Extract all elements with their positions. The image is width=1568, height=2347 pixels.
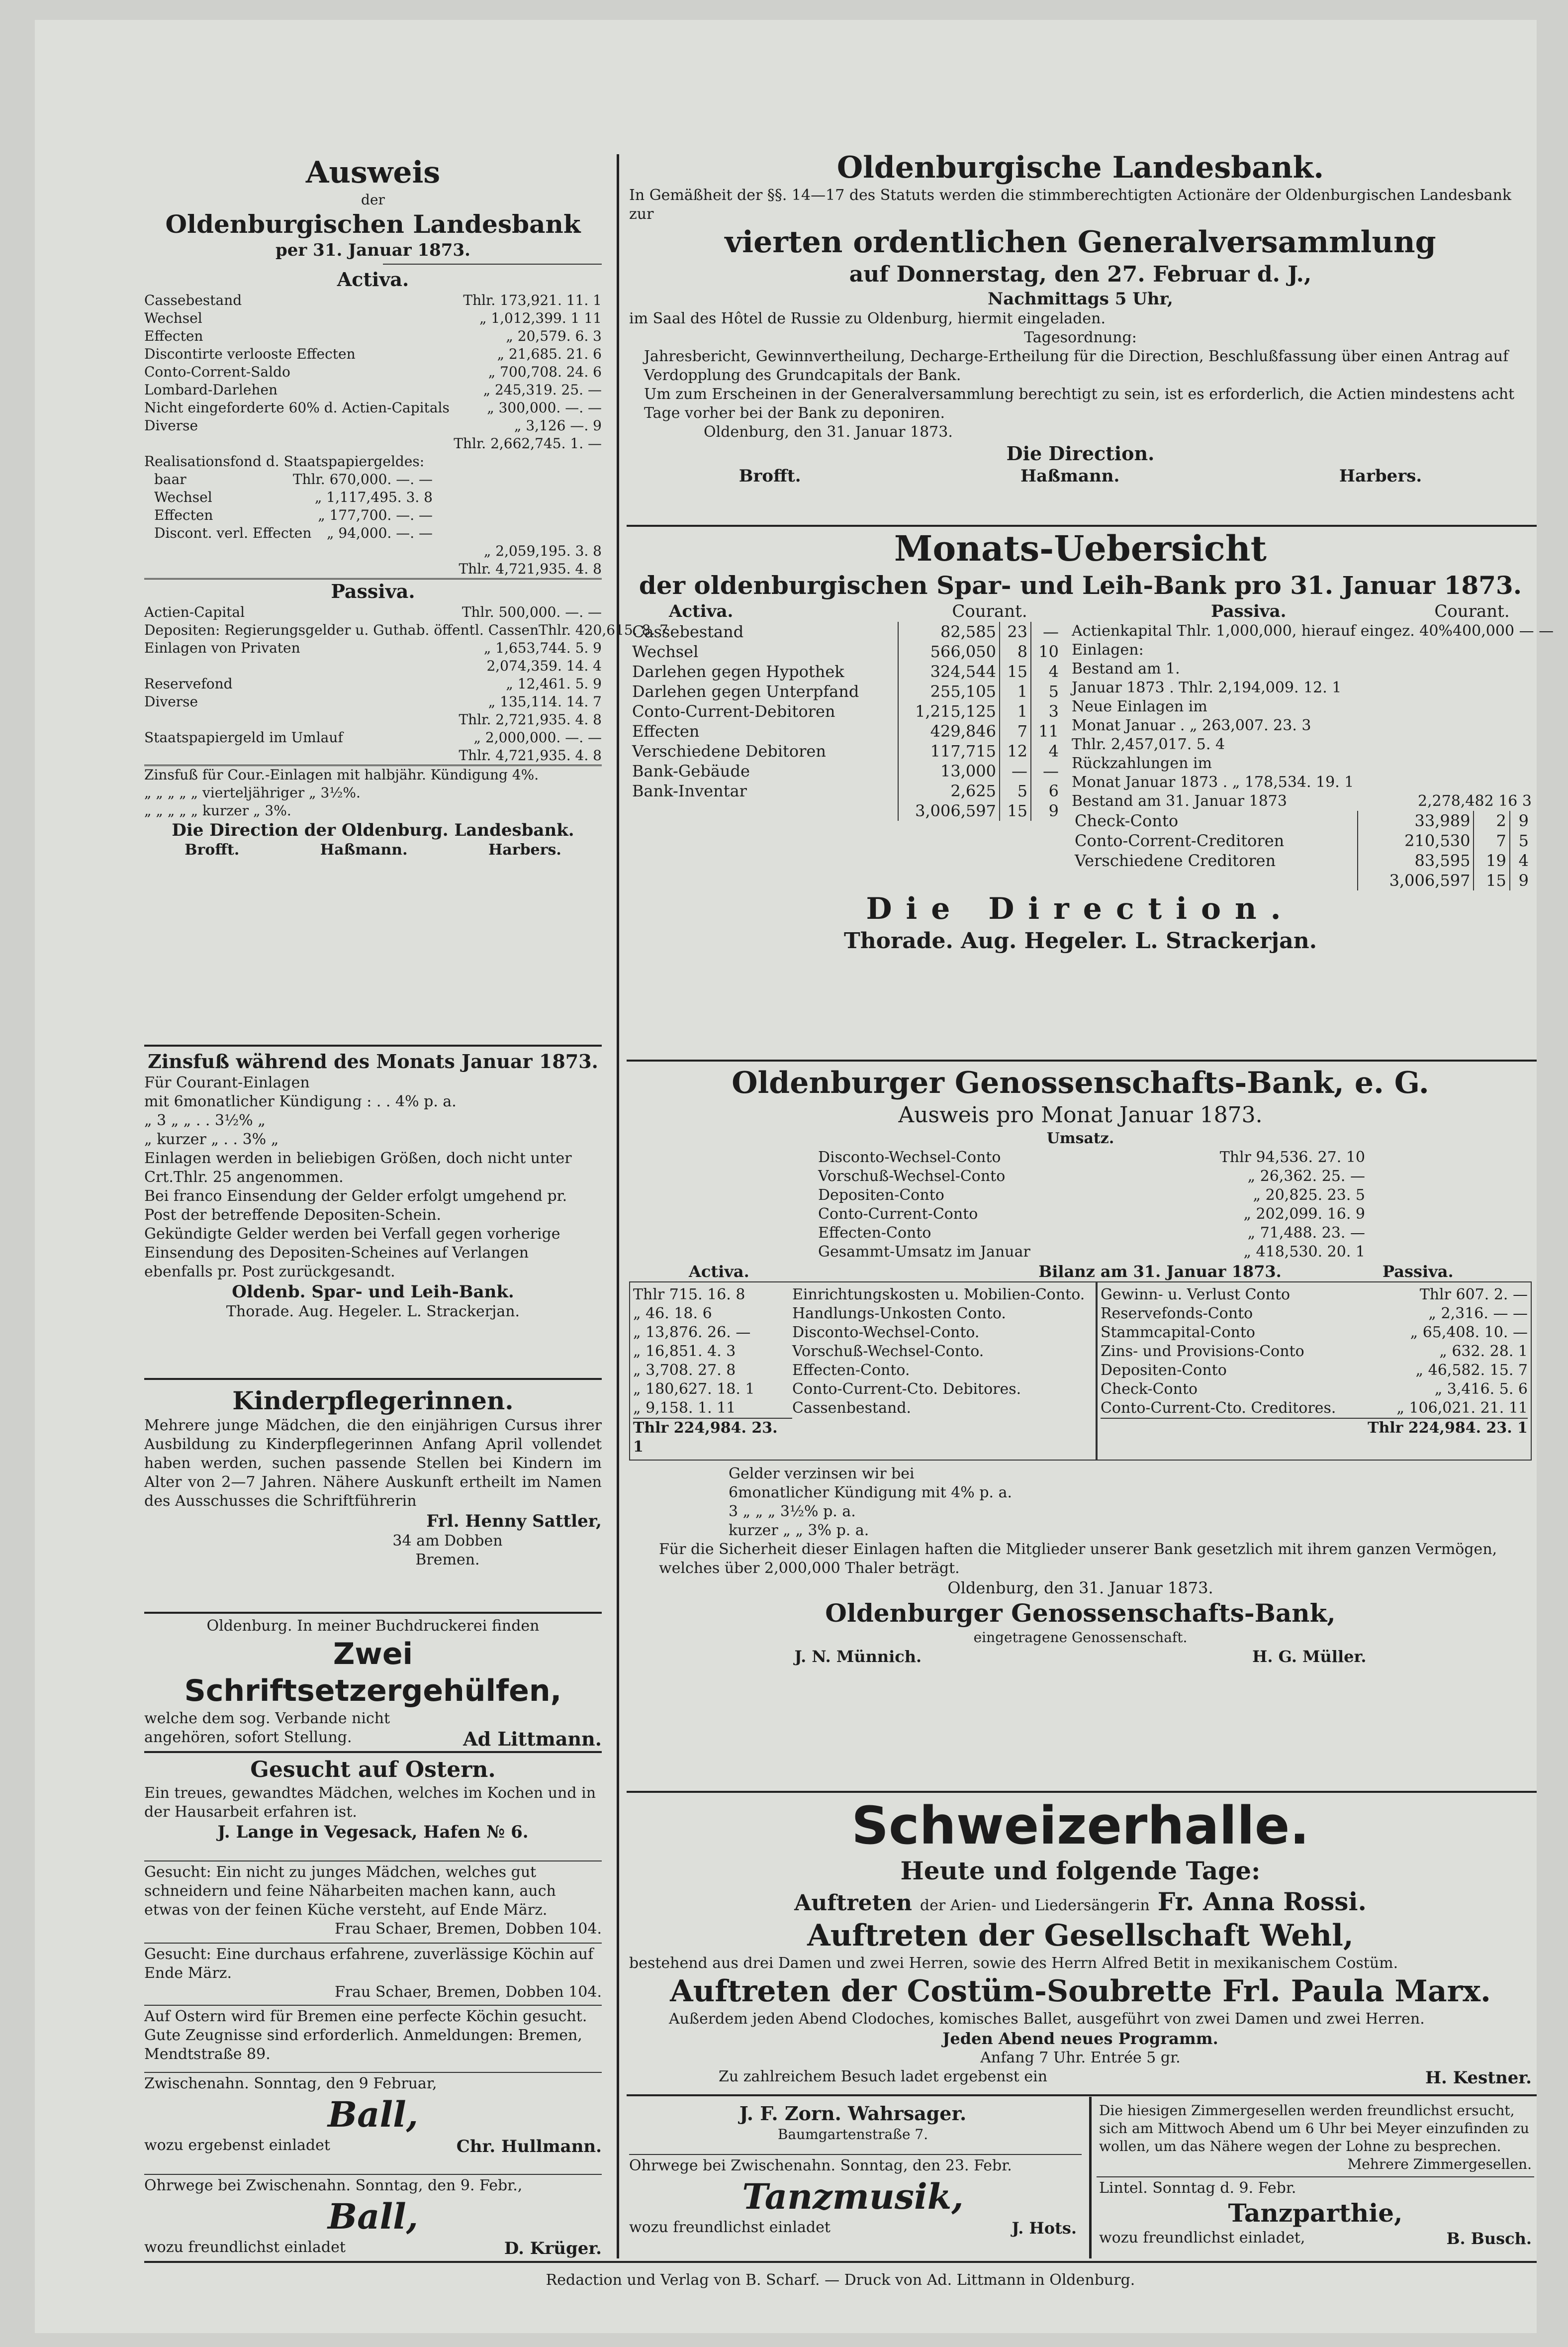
gen-umsatz-row: Conto-Current-Conto „ 202,099. 16. 9 xyxy=(818,1205,1365,1223)
monat-passiva-line: Thlr. 2,457,017. 5. 4 xyxy=(1072,736,1225,753)
monat-activa xyxy=(629,601,1062,890)
staat-label: Staatspapiergeld im Umlauf xyxy=(144,729,343,746)
monat-courant-a: Courant. xyxy=(952,601,1027,621)
ldb-head3: Nachmittags 5 Uhr, xyxy=(988,289,1173,309)
gen-activa-rows xyxy=(633,1285,1093,1418)
gen-verz-line: Gelder verzinsen wir bei xyxy=(729,1465,915,1482)
zimmer-sign: Mehrere Zimmergesellen. xyxy=(1347,2156,1532,2172)
schweizer-auftreten: Auftreten xyxy=(794,1890,912,1916)
zorn-addr: Baumgartenstraße 7. xyxy=(777,2126,928,2143)
monat-activa-row: Verschiedene Debitoren 117,715 12 4 xyxy=(629,741,1062,761)
schweizer-l3: Auftreten der Gesellschaft Wehl, xyxy=(807,1918,1354,1953)
ball1-foot xyxy=(144,2136,602,2157)
gen-bilanz-title: Bilanz am 31. Januar 1873. xyxy=(1038,1262,1282,1281)
gen-passiva-total: Thlr 224,984. 23. 1 xyxy=(1101,1418,1528,1438)
activa-total1: Thlr. 2,662,745. 1. — xyxy=(454,435,602,452)
monat-courant-p: Courant. xyxy=(1434,601,1510,621)
gen-passiva-box xyxy=(1097,1281,1532,1461)
gen-umsatz: Umsatz. xyxy=(1046,1130,1114,1147)
gen-passiva-row: Check-Conto „ 3,416. 5. 6 xyxy=(1100,1380,1528,1398)
gen-bilanz-head xyxy=(629,1262,1532,1281)
passiva-total2: Thlr. 4,721,935. 4. 8 xyxy=(144,747,602,766)
kinder-addr: 34 am Dobben xyxy=(392,1532,503,1550)
monat-passiva-lines xyxy=(1072,622,1554,811)
zinsfuss-line: Einlagen werden in beliebigen Größen, doch nicht unter Crt.Thlr. 25 angenommen. xyxy=(144,1150,572,1186)
sign-harbers: Harbers. xyxy=(488,841,561,859)
gen-bilanz xyxy=(629,1281,1532,1461)
passiva-row: Einlagen von Privaten „ 1,653,744. 5. 9 xyxy=(144,640,602,656)
gen-verz-line: 3 „ „ „ 3½% p. a. xyxy=(729,1503,856,1520)
activa-row: Discontirte verlooste Effecten „ 21,685. 21. 6 xyxy=(144,346,602,362)
gen-activa-row: „ 3,708. 27. 8 Effecten-Conto. xyxy=(633,1362,910,1379)
schrift-text: welche dem sog. Verbande nicht angehören, sofort Stellung. xyxy=(144,1710,390,1746)
gen-verz-line: 6monatlicher Kündigung mit 4% p. a. xyxy=(729,1484,1013,1501)
kinder-title: Kinderpflegerinnen. xyxy=(232,1386,514,1415)
monat-passiva-line: Monat Januar 1873 . „ 178,534. 19. 1 xyxy=(1072,774,1354,791)
monat-passiva-line: Rückzahlungen im xyxy=(1072,755,1212,772)
passiva-rows xyxy=(144,603,668,657)
ostern-text: Ein treues, gewandtes Mädchen, welches im Kochen und in der Hausarbeit erfahren ist. xyxy=(144,1784,596,1821)
monat-direction: Die Direction. xyxy=(866,891,1295,926)
activa-row: Cassebestand Thlr. 173,921. 11. 1 xyxy=(144,292,602,308)
gesucht2-name: Frau Schaer, Bremen, Dobben 104. xyxy=(335,1983,602,2001)
gen-bank: Oldenburger Genossenschafts-Bank, xyxy=(825,1598,1336,1628)
lintel-section xyxy=(1099,2179,1532,2249)
lintel-title: Tanzparthie, xyxy=(1228,2198,1403,2228)
gen-activa-row: „ 9,158. 1. 11 Cassenbestand. xyxy=(633,1399,912,1417)
kinder-name: Frl. Henny Sattler, xyxy=(426,1511,602,1531)
monat-title: Monats-Uebersicht xyxy=(894,528,1267,569)
kinder-section xyxy=(144,1385,602,1569)
zinsfuss-line: Für Courant-Einlagen xyxy=(144,1074,310,1091)
schrift-section xyxy=(144,1617,602,1751)
monat-passiva-row: Verschiedene Creditoren 83,595 19 4 xyxy=(1072,851,1532,871)
schweizer-foot xyxy=(629,2067,1532,2088)
ausweis-section xyxy=(144,154,668,860)
gen-passiva-row: Conto-Current-Cto. Creditores. „ 106,021. 21. 11 xyxy=(1100,1399,1528,1417)
gen-umsatz-row: Gesammt-Umsatz im Januar „ 418,530. 20. 1 xyxy=(818,1243,1365,1261)
activa-row: Effecten „ 20,579. 6. 3 xyxy=(144,328,602,344)
koechin-text: Auf Ostern wird für Bremen eine perfecte Köchin gesucht. Gute Zeugnisse sind erforderlich. Anmeldungen: Bremen, Mendtstraße 89. xyxy=(144,2008,587,2063)
passiva-row: Actien-Capital Thlr. 500,000. —. — xyxy=(144,604,602,620)
schrift-intro: Oldenburg. In meiner Buchdruckerei finden xyxy=(206,1617,540,1635)
kinder-city: Bremen. xyxy=(415,1551,480,1568)
schweizer-section xyxy=(629,1796,1532,2088)
monat-activa-row: Wechsel 566,050 8 10 xyxy=(629,642,1062,662)
schweizer-l4: bestehend aus drei Damen und zwei Herren, sowie des Herrn Alfred Betit in mexikanischem Costüm. xyxy=(629,1955,1398,1972)
passiva-row: Diverse „ 135,114. 14. 7 xyxy=(144,693,602,710)
zinsfuss-bank: Oldenb. Spar- und Leih-Bank. xyxy=(232,1282,514,1302)
monat-activa-row: Darlehen gegen Hypothek 324,544 15 4 xyxy=(629,662,1062,682)
gen-passiva-row: Gewinn- u. Verlust Conto Thlr 607. 2. — xyxy=(1100,1286,1528,1303)
ldb-intro: In Gemäßheit der §§. 14—17 des Statuts werden die stimmberechtigten Actionäre der Oldenburgischen Landesbank zur xyxy=(629,187,1512,223)
gen-passiva-row: Stammcapital-Conto „ 65,408. 10. — xyxy=(1100,1324,1528,1341)
ball1-title: Ball, xyxy=(327,2094,419,2135)
monat-passiva-label: Passiva. xyxy=(1211,601,1287,621)
monat-passiva-head xyxy=(1072,601,1532,622)
gen-title: Oldenburger Genossenschafts-Bank, e. G. xyxy=(732,1066,1429,1100)
monat-passiva xyxy=(1072,601,1554,890)
gen-date: Oldenburg, den 31. Januar 1873. xyxy=(947,1578,1213,1597)
ausweis-direction: Die Direction der Oldenburg. Landesbank. xyxy=(172,820,574,840)
tanz-name: J. Hots. xyxy=(1012,2219,1077,2238)
activa-row: Nicht eingeforderte 60% d. Actien-Capitals „ 300,000. —. — xyxy=(144,399,602,416)
koechin-section xyxy=(144,2007,602,2064)
ausweis-title: Ausweis xyxy=(305,155,441,190)
monat-sign: Thorade. Aug. Hegeler. L. Strackerjan. xyxy=(843,928,1317,954)
zinsfuss-lines xyxy=(144,1074,602,1281)
footer-imprint: Redaction und Verlag von B. Scharf. — Druck von Ad. Littmann in Oldenburg. xyxy=(546,2271,1135,2289)
monat-activa-row: Effecten 429,846 7 11 xyxy=(629,721,1062,741)
monat-passiva-line: Monat Januar . „ 263,007. 23. 3 xyxy=(1072,717,1311,734)
schweizer-l2 xyxy=(629,1886,1532,1917)
schweizer-invite: Zu zahlreichem Besuch ladet ergebenst ein xyxy=(719,2068,1048,2085)
ball1-section xyxy=(144,2074,602,2157)
monat-sub: der oldenburgischen Spar- und Leih-Bank pro 31. Januar 1873. xyxy=(639,571,1522,600)
gesucht2-text: Gesucht: Eine durchaus erfahrene, zuverlässige Köchin auf Ende März. xyxy=(144,1946,594,1982)
activa-row: Diverse „ 3,126 —. 9 xyxy=(144,417,602,434)
activa-rows xyxy=(144,292,602,435)
schweizer-saengerin: der Arien- und Liedersängerin xyxy=(920,1897,1150,1914)
activa-row: Conto-Corrent-Saldo „ 700,708. 24. 6 xyxy=(144,364,602,380)
gen-passiva-row: Depositen-Conto „ 46,582. 15. 7 xyxy=(1100,1362,1528,1379)
gen-activa-row: „ 180,627. 18. 1 Conto-Current-Cto. Debitores. xyxy=(633,1380,1021,1398)
ostern-name: J. Lange in Vegesack, Hafen № 6. xyxy=(217,1822,529,1842)
gesucht1-text: Gesucht: Ein nicht zu junges Mädchen, welches gut schneidern und feine Näharbeiten machen kann, auch etwas von der feinen Küche versteht, auf Ende März. xyxy=(144,1863,556,1919)
lintel-invite: wozu freundlichst einladet, xyxy=(1099,2229,1305,2247)
schrift-name: Ad Littmann. xyxy=(463,1728,602,1750)
monat-passiva-line: Actienkapital Thlr. 1,000,000, hierauf eingez. 40% 400,000 — — xyxy=(1072,622,1554,640)
activa-row: Wechsel „ 1,012,399. 1 11 xyxy=(144,310,602,326)
zimmer-section xyxy=(1099,2102,1532,2173)
monat-passiva-row: Conto-Corrent-Creditoren 210,530 7 5 xyxy=(1072,831,1532,851)
sign-hassmann: Haßmann. xyxy=(320,841,408,859)
monat-passiva-table xyxy=(1072,811,1532,890)
gen-umsatz-row: Vorschuß-Wechsel-Conto „ 26,362. 25. — xyxy=(818,1168,1365,1185)
real-row: Effecten „ 177,700. —. — xyxy=(154,507,433,523)
monat-section xyxy=(629,527,1554,955)
newspaper-page xyxy=(35,20,1554,2333)
zorn-name: J. F. Zorn. Wahrsager. xyxy=(739,2102,967,2125)
monat-activa-row: Cassebestand 82,585 23 — xyxy=(629,622,1062,642)
zins-lines xyxy=(144,766,602,820)
ostern-title: Gesucht auf Ostern. xyxy=(250,1757,496,1782)
monat-passiva-line: Bestand am 31. Januar 1873 2,278,482 16 3 xyxy=(1072,792,1532,810)
monat-activa-total: 3,006,597 15 9 xyxy=(629,801,1062,821)
monat-passiva-total: 3,006,597 15 9 xyxy=(1072,871,1532,890)
monat-passiva-line: Neue Einlagen im xyxy=(1072,698,1207,715)
zinsfuss-line: „ kurzer „ . . 3% „ xyxy=(144,1131,279,1148)
real-head: Realisationsfond d. Staatspapiergeldes: xyxy=(144,453,425,470)
ball2-head: Ohrwege bei Zwischenahn. Sonntag, den 9. Febr., xyxy=(144,2177,523,2194)
ball2-invite: wozu freundlichst einladet xyxy=(144,2239,346,2256)
ldb-sign xyxy=(629,466,1532,487)
ldb-tag: Tagesordnung: xyxy=(1024,329,1137,346)
zinsfuss-section xyxy=(144,1050,602,1321)
ldb-title: Oldenburgische Landesbank. xyxy=(836,150,1324,185)
schweizer-name: H. Kestner. xyxy=(1425,2068,1532,2088)
gen-passiva-row: Zins- und Provisions-Conto „ 632. 28. 1 xyxy=(1100,1343,1528,1360)
real-row: Wechsel „ 1,117,495. 3. 8 xyxy=(154,489,433,505)
ausweis-der: der xyxy=(361,192,385,208)
gen-activa-total: Thlr 224,984. 23. 1 xyxy=(633,1418,792,1457)
schweizer-rossi: Fr. Anna Rossi. xyxy=(1157,1887,1367,1916)
sign-brofft: Brofft. xyxy=(184,841,240,859)
ldb-head2: auf Donnerstag, den 27. Februar d. J., xyxy=(849,262,1312,287)
lintel-name: B. Busch. xyxy=(1446,2229,1532,2248)
gen-verz-line: kurzer „ „ 3% p. a. xyxy=(729,1522,869,1539)
ball2-foot xyxy=(144,2238,602,2259)
staatspapier-row xyxy=(144,729,602,747)
ldb-place: im Saal des Hôtel de Russie zu Oldenburg, hiermit eingeladen. xyxy=(629,310,1106,327)
gen-activa-row: „ 16,851. 4. 3 Vorschuß-Wechsel-Conto. xyxy=(633,1343,984,1360)
activa-heading: Activa. xyxy=(337,268,409,291)
lintel-head: Lintel. Sonntag d. 9. Febr. xyxy=(1099,2179,1296,2197)
zins-line: „ „ „ „ „ vierteljähriger „ 3½%. xyxy=(144,784,361,801)
gen-umsatz-row: Depositen-Conto „ 20,825. 23. 5 xyxy=(818,1186,1365,1204)
schweizer-l1: Heute und folgende Tage: xyxy=(900,1856,1261,1885)
gen-haft: Für die Sicherheit dieser Einlagen haften die Mitglieder unserer Bank gesetzlich mit ihrem ganzen Vermögen, welches über 2,000,000 Thaler beträgt. xyxy=(659,1541,1497,1577)
monat-activa-row: Bank-Gebäude 13,000 — — xyxy=(629,761,1062,781)
tanz-title: Tanzmusik, xyxy=(742,2176,964,2217)
schweizer-title: Schweizerhalle. xyxy=(851,1795,1309,1856)
zins-line: Zinsfuß für Cour.-Einlagen mit halbjähr. Kündigung 4%. xyxy=(144,767,539,783)
staat-value: „ 2,000,000. —. — xyxy=(473,729,602,746)
passiva-row: Depositen: Regierungsgelder u. Guthab. öffentl. Cassen Thlr. 420,615. 8. 7 xyxy=(144,622,668,638)
tanz-foot xyxy=(629,2218,1077,2238)
zinsfuss-line: „ 3 „ „ . . 3½% „ xyxy=(144,1112,266,1129)
zimmer-text: Die hiesigen Zimmergesellen werden freundlichst ersucht, sich am Mittwoch Abend um 6 Uhr bei Meyer einzufinden zu wollen, um das Nähere wegen der Lohne zu besprechen. xyxy=(1099,2102,1529,2154)
monat-activa-head xyxy=(629,601,1062,622)
activa-total2: Thlr. 4,721,935. 4. 8 xyxy=(144,560,602,580)
gen-umsatz-rows xyxy=(818,1148,1365,1262)
bottom-divider xyxy=(1089,2097,1092,2258)
genossen-section xyxy=(629,1065,1532,1666)
monat-activa-row: Bank-Inventar 2,625 5 6 xyxy=(629,781,1062,801)
passiva-row: Reservefond „ 12,461. 5. 9 xyxy=(144,676,602,692)
gen-passiva-label: Passiva. xyxy=(1383,1262,1454,1281)
ausweis-date: per 31. Januar 1873. xyxy=(276,240,470,260)
gen-umsatz-row: Disconto-Wechsel-Conto Thlr 94,536. 27. 10 xyxy=(818,1149,1365,1166)
column-divider xyxy=(617,154,619,2258)
gen-passiva-rows xyxy=(1101,1285,1528,1418)
schweizer-l5: Auftreten der Costüm-Soubrette Frl. Paula Marx. xyxy=(670,1974,1491,2009)
ostern-section xyxy=(144,1756,602,1843)
zinsfuss-title: Zinsfuß während des Monats Januar 1873. xyxy=(148,1050,598,1073)
ball1-invite: wozu ergebenst einladet xyxy=(144,2137,330,2154)
gen-sub: Ausweis pro Monat Januar 1873. xyxy=(898,1102,1263,1128)
monat-tables xyxy=(629,601,1554,890)
ldb-agenda: Jahresbericht, Gewinnvertheilung, Decharge-Ertheilung für die Direction, Beschlußfassung über einen Antrag auf Verdopplung des Grundcapitals der Bank. xyxy=(644,348,1509,384)
gesucht2-section xyxy=(144,1945,602,2002)
ball2-title: Ball, xyxy=(327,2196,419,2237)
monat-passiva-line: Einlagen: xyxy=(1072,641,1144,659)
ball1-name: Chr. Hullmann. xyxy=(456,2137,602,2156)
gen-sign-muennich: J. N. Münnich. xyxy=(794,1647,922,1666)
ldb-head1: vierten ordentlichen Generalversammlung xyxy=(725,225,1436,260)
schweizer-l8: Anfang 7 Uhr. Entrée 5 gr. xyxy=(980,2049,1181,2066)
gen-activa-row: Thlr 715. 16. 8 Einrichtungskosten u. Mobilien-Conto. xyxy=(633,1286,1085,1303)
real-total: „ 2,059,195. 3. 8 xyxy=(483,543,602,559)
ldb-sign-harbers: Harbers. xyxy=(1339,466,1422,486)
ball2-section xyxy=(144,2176,602,2259)
ausweis-bank: Oldenburgischen Landesbank xyxy=(165,209,581,239)
monat-passiva-row: Check-Conto 33,989 2 9 xyxy=(1072,811,1532,831)
kinder-text: Mehrere junge Mädchen, die den einjährigen Cursus ihrer Ausbildung zu Kinderpflegerinnen Anfang April vollendet haben werden, suchen passende Stellen bei Kindern im Alter von 2—7 Jahren. Nähere Auskunft ertheilt im Namen des Ausschusses die Schriftführerin xyxy=(144,1417,602,1510)
ldb-sign-brofft: Brofft. xyxy=(738,466,801,486)
ausweis-sign xyxy=(144,841,602,860)
gen-activa-label: Activa. xyxy=(689,1262,749,1281)
zinsfuss-line: mit 6monatlicher Kündigung : . . 4% p. a. xyxy=(144,1093,457,1110)
monat-activa-label: Activa. xyxy=(669,601,734,621)
ball2-name: D. Krüger. xyxy=(504,2239,602,2258)
gen-eing: eingetragene Genossenschaft. xyxy=(973,1629,1188,1646)
gen-verzinsung xyxy=(629,1465,1532,1540)
ldb-sign-hassmann: Haßmann. xyxy=(1020,466,1120,486)
tanz-invite: wozu freundlichst einladet xyxy=(629,2219,830,2236)
monat-activa-table xyxy=(629,622,1062,821)
real-row: baar Thlr. 670,000. —. — xyxy=(154,471,433,488)
ball1-head: Zwischenahn. Sonntag, den 9 Februar, xyxy=(144,2075,437,2092)
tanz-section xyxy=(629,2156,1077,2238)
zinsfuss-sign: Thorade. Aug. Hegeler. L. Strackerjan. xyxy=(226,1303,520,1320)
monat-activa-row: Conto-Current-Debitoren 1,215,125 1 3 xyxy=(629,701,1062,721)
passiva-heading: Passiva. xyxy=(331,580,415,602)
schweizer-l6: Außerdem jeden Abend Clodoches, komisches Ballet, ausgeführt von zwei Damen und zwei Herren. xyxy=(669,2010,1425,2028)
gen-sign xyxy=(629,1647,1532,1666)
gen-activa-box xyxy=(629,1281,1097,1461)
activa-row: Lombard-Darlehen „ 245,319. 25. — xyxy=(144,382,602,398)
gen-umsatz-row: Effecten-Conto „ 71,488. 23. — xyxy=(818,1224,1365,1242)
monat-passiva-line: Januar 1873 . Thlr. 2,194,009. 12. 1 xyxy=(1072,679,1342,696)
ldb-direction: Die Direction. xyxy=(1006,442,1155,465)
zinsfuss-line: Bei franco Einsendung der Gelder erfolgt umgehend pr. Post der betreffende Depositen-Schein. xyxy=(144,1187,567,1224)
real-row: Discont. verl. Effecten „ 94,000. —. — xyxy=(154,525,433,541)
tanz-head: Ohrwege bei Zwischenahn. Sonntag, den 23. Febr. xyxy=(629,2157,1012,2174)
lintel-foot xyxy=(1099,2229,1532,2249)
schrift-title: Zwei Schriftsetzergehülfen, xyxy=(184,1637,562,1708)
zorn-section xyxy=(629,2102,1077,2144)
landesbank-section xyxy=(629,149,1532,487)
ldb-rule: Um zum Erscheinen in der Generalversammlung berechtigt zu sein, ist es erforderlich, die Actien mindestens acht Tage vorher bei der Bank zu deponiren. xyxy=(644,386,1515,422)
real-rows xyxy=(144,471,433,542)
passiva-dep: 2,074,359. 14. 4 xyxy=(486,658,602,674)
gen-sign-mueller: H. G. Müller. xyxy=(1252,1647,1367,1666)
passiva-rows2 xyxy=(144,675,602,711)
gesucht1-name: Frau Schaer, Bremen, Dobben 104. xyxy=(335,1920,602,1938)
ldb-date: Oldenburg, den 31. Januar 1873. xyxy=(704,423,953,441)
gen-activa-row: „ 46. 18. 6 Handlungs-Unkosten Conto. xyxy=(633,1305,1006,1322)
schweizer-l7: Jeden Abend neues Programm. xyxy=(942,2029,1218,2048)
gen-passiva-row: Reservefonds-Conto „ 2,316. — — xyxy=(1100,1305,1528,1322)
monat-activa-row: Darlehen gegen Unterpfand 255,105 1 5 xyxy=(629,682,1062,701)
monat-passiva-line: Bestand am 1. xyxy=(1072,660,1180,678)
gesucht1-section xyxy=(144,1863,602,1939)
gen-activa-row: „ 13,876. 26. — Disconto-Wechsel-Conto. xyxy=(633,1324,980,1341)
passiva-total1: Thlr. 2,721,935. 4. 8 xyxy=(459,711,602,728)
zinsfuss-line: Gekündigte Gelder werden bei Verfall gegen vorherige Einsendung des Depositen-Scheines auf Verlangen ebenfalls pr. Post zurückgesandt. xyxy=(144,1225,560,1280)
zins-line: „ „ „ „ „ kurzer „ 3%. xyxy=(144,802,291,819)
